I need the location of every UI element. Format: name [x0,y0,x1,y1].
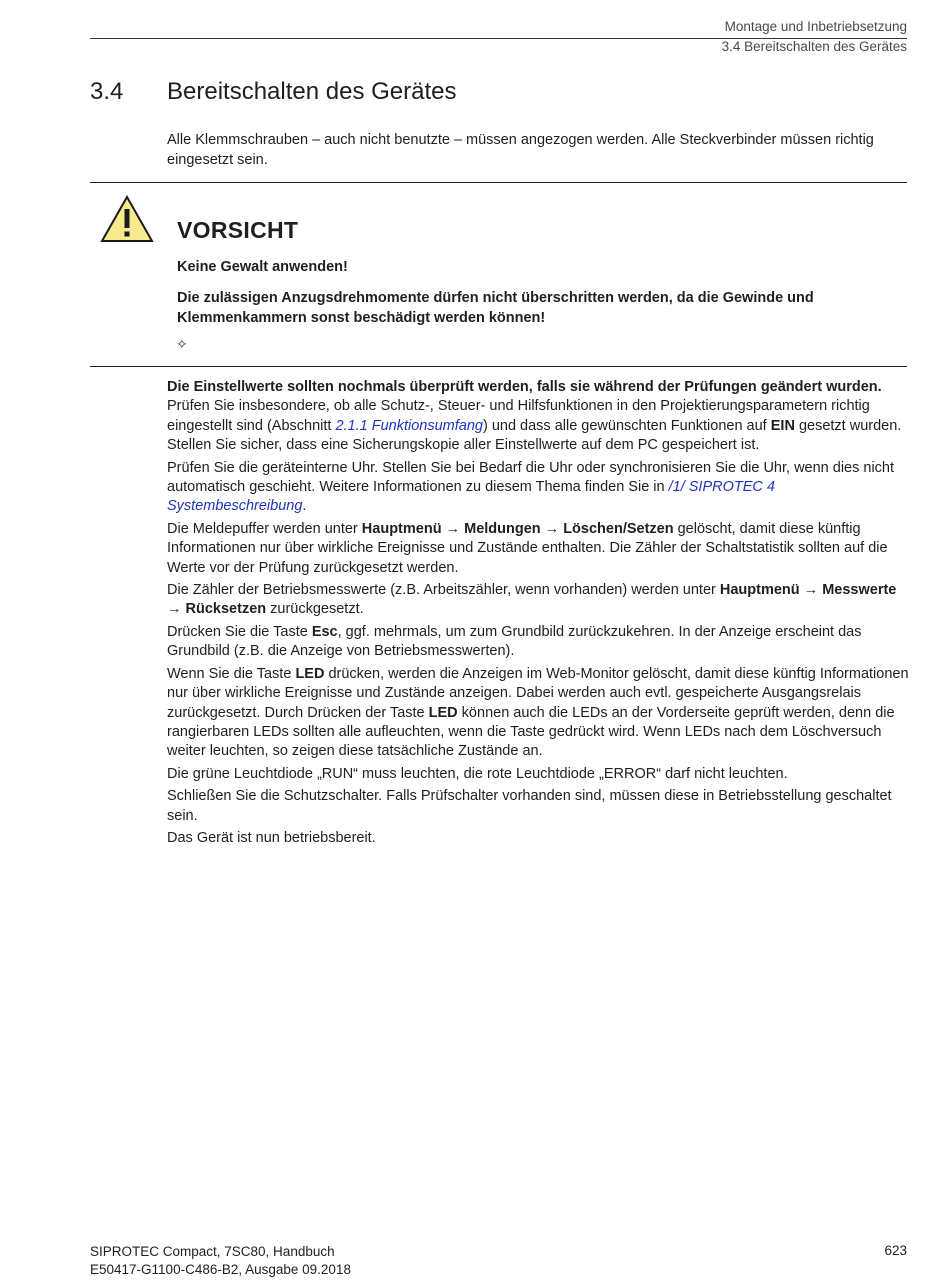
paragraph-clock: Prüfen Sie die geräteinterne Uhr. Stellen Sie bei Bedarf die Uhr oder synchronisieren Sie die Uhr, wenn dies nicht automatisch geschieht. Weitere Informationen zu diesem Thema finden Sie in /1/ SIPROTEC 4 Systembeschreibung. [167,459,895,515]
footer-document-info [90,1243,351,1278]
paragraph-meldepuffer: Die Meldepuffer werden unter Hauptmenü → Meldungen → Löschen/Setzen gelöscht, damit diese künftig Informationen nur über wirkliche Ereignisse und Zustände enthalten. Die Zähler der Schaltstatistik sollten auf die Werte vor der Prüfung zurückgesetzt werden. [167,520,888,576]
intro-paragraph: Alle Klemmschrauben – auch nicht benutzte – müssen angezogen werden. Alle Steckverbinder müssen richtig eingesetzt sein. [167,132,874,168]
section-number: 3.4 [90,78,124,105]
warning-end-marker: ✧ [176,336,188,352]
paragraph-betriebsmesswerte: Die Zähler der Betriebsmesswerte (z.B. Arbeitszähler, wenn vorhanden) werden unter Hauptmenü → Messwerte → Rücksetzen zurückgesetzt. [167,582,897,618]
section-title: Bereitschalten des Gerätes [167,78,457,105]
running-header-section: 3.4 Bereitschalten des Gerätes [721,39,907,54]
footer-line-1: SIPROTEC Compact, 7SC80, Handbuch [90,1244,335,1259]
warning-heading: VORSICHT [177,217,299,243]
footer-line-2: E50417-G1100-C486-B2, Ausgabe 09.2018 [90,1261,351,1277]
paragraph-led: Wenn Sie die Taste LED drücken, werden die Anzeigen im Web-Monitor gelöscht, damit diese künftig Informationen nur über wirkliche Ereignisse und Zustände anzeigen. Dabei werden auch evtl. gespeicherte Ausgangsrelais zurückgesetzt. Durch Drücken der Taste LED können auch die LEDs an der Vorderseite geprüft werden, denn die rangierbaren LEDs sollten alle aufleuchten, wenn die Taste gedrückt wird. Wenn LEDs nach dem Löschversuch weiter leuchten, so zeigen diese tatsächliche Zustände an. [167,665,909,760]
link-funktionsumfang[interactable]: 2.1.1 Funktionsumfang [335,417,483,434]
paragraph-run-error: Die grüne Leuchtdiode „RUN“ muss leuchten, die rote Leuchtdiode „ERROR“ darf nicht leuchten. [167,765,788,782]
paragraph-schutzschalter: Schließen Sie die Schutzschalter. Falls Prüfschalter vorhanden sind, müssen diese in Betriebsstellung geschaltet sein. [167,788,892,824]
page-number: 623 [884,1243,907,1258]
warning-triangle-icon [100,195,154,243]
paragraph-ready: Das Gerät ist nun betriebsbereit. [167,829,376,846]
warning-bottom-rule [90,366,907,367]
warning-top-rule [90,182,907,183]
link-systembeschreibung[interactable]: /1/ SIPROTEC 4 Systembeschreibung [167,479,775,515]
warning-text-1: Keine Gewalt anwenden! [177,259,348,275]
warning-text-2: Die zulässigen Anzugsdrehmomente dürfen nicht überschritten werden, da die Gewinde und Klemmenkammern sonst beschädigt werden können! [177,290,814,326]
paragraph-esc: Drücken Sie die Taste Esc, ggf. mehrmals, um zum Grundbild zurückzukehren. In der Anzeige erscheint das Grundbild (z.B. die Anzeige von Betriebsmesswerten). [167,623,862,660]
running-header-chapter: Montage und Inbetriebsetzung [724,19,907,34]
body-text [167,378,909,851]
paragraph-settings-check: Die Einstellwerte sollten nochmals überprüft werden, falls sie während der Prüfungen geändert wurden. Prüfen Sie insbesondere, ob alle Schutz-, Steuer- und Hilfsfunktionen in den Projektierungsparametern richtig eingestellt sind (Abschnitt 2.1.1 Funktionsumfang) und dass alle gewünschten Funktionen auf EIN gesetzt wurden. Stellen Sie sicher, dass eine Sicherungskopie aller Einstellwerte auf dem PC gespeichert ist. [167,379,902,454]
